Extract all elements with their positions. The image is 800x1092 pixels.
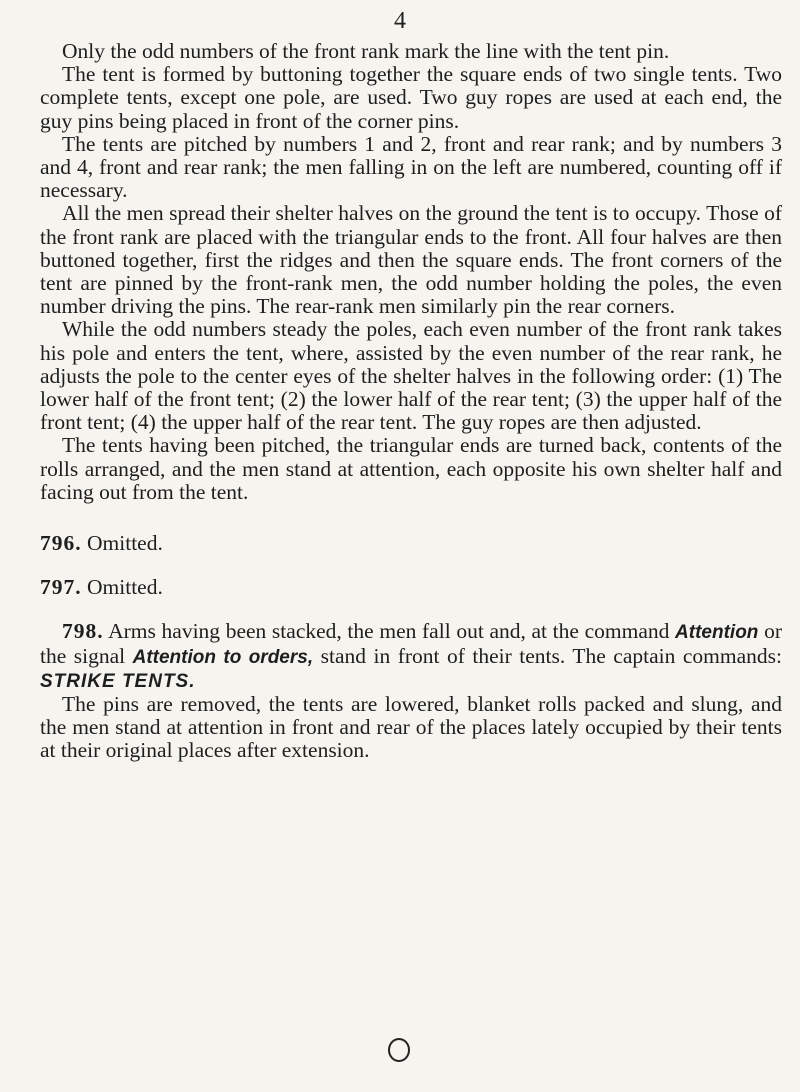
paragraph: The tents having been pitched, the triangular ends are turned back, contents of the rolls arranged, and the men stand at attention, each opposite his own shelter half and facing out from the tent. <box>40 433 782 504</box>
paragraph: While the odd numbers steady the poles, each even number of the front rank takes his pole and enters the tent, where, assisted by the even number of the rear rank, he adjusts the pole to the center eyes of the shelter halves in the following order: (1) The lower half of the front tent; (2) the lower half of the rear tent; (3) the upper half of the front tent; (4) the upper half of the rear tent. The guy ropes are then adjusted. <box>40 317 782 435</box>
section-text: Omitted. <box>87 531 163 556</box>
section-text: or the signal <box>40 619 782 668</box>
signal-attention-to-orders: Attention to orders, <box>132 646 314 668</box>
paragraph: The pins are removed, the tents are lowered, blanket rolls packed and slung, and the men stand at attention in front and rear of the places lately occupied by their tents at their original places after extension. <box>40 692 782 763</box>
section-796 <box>40 532 782 555</box>
end-circle-mark <box>388 1038 410 1062</box>
section-798 <box>40 620 782 693</box>
page-body <box>40 40 782 763</box>
section-number: 796. <box>40 531 82 556</box>
section-text: Omitted. <box>87 575 163 600</box>
section-number: 797. <box>40 575 82 600</box>
section-text: Arms having been stacked, the men fall out and, at the command <box>108 619 676 644</box>
section-text: stand in front of their tents. The captain commands: <box>313 643 782 668</box>
section-797 <box>40 576 782 599</box>
paragraph: The tent is formed by buttoning together the square ends of two single tents. Two complete tents, except one pole, are used. Two guy ropes are used at each end, the guy pins being placed in front of the corner pins. <box>40 62 782 133</box>
page-number: 4 <box>394 8 406 34</box>
section-number: 798. <box>62 619 104 644</box>
paragraph: The tents are pitched by numbers 1 and 2, front and rear rank; and by numbers 3 and 4, front and rear rank; the men falling in on the left are numbered, counting off if necessary. <box>40 131 782 203</box>
command-attention: Attention <box>675 622 759 644</box>
paragraph: Only the odd numbers of the front rank mark the line with the tent pin. <box>62 39 670 63</box>
paragraph: All the men spread their shelter halves on the ground the tent is to occupy. Those of the front rank are placed with the triangular ends to the front. All four halves are then buttoned together, first the ridges and then the square ends. The front corners of the tent are pinned by the front-rank men, the odd number holding the poles, the even number driving the pins. The rear-rank men similarly pin the rear corners. <box>40 201 782 319</box>
command-strike-tents: STRIKE TENTS. <box>40 670 196 692</box>
